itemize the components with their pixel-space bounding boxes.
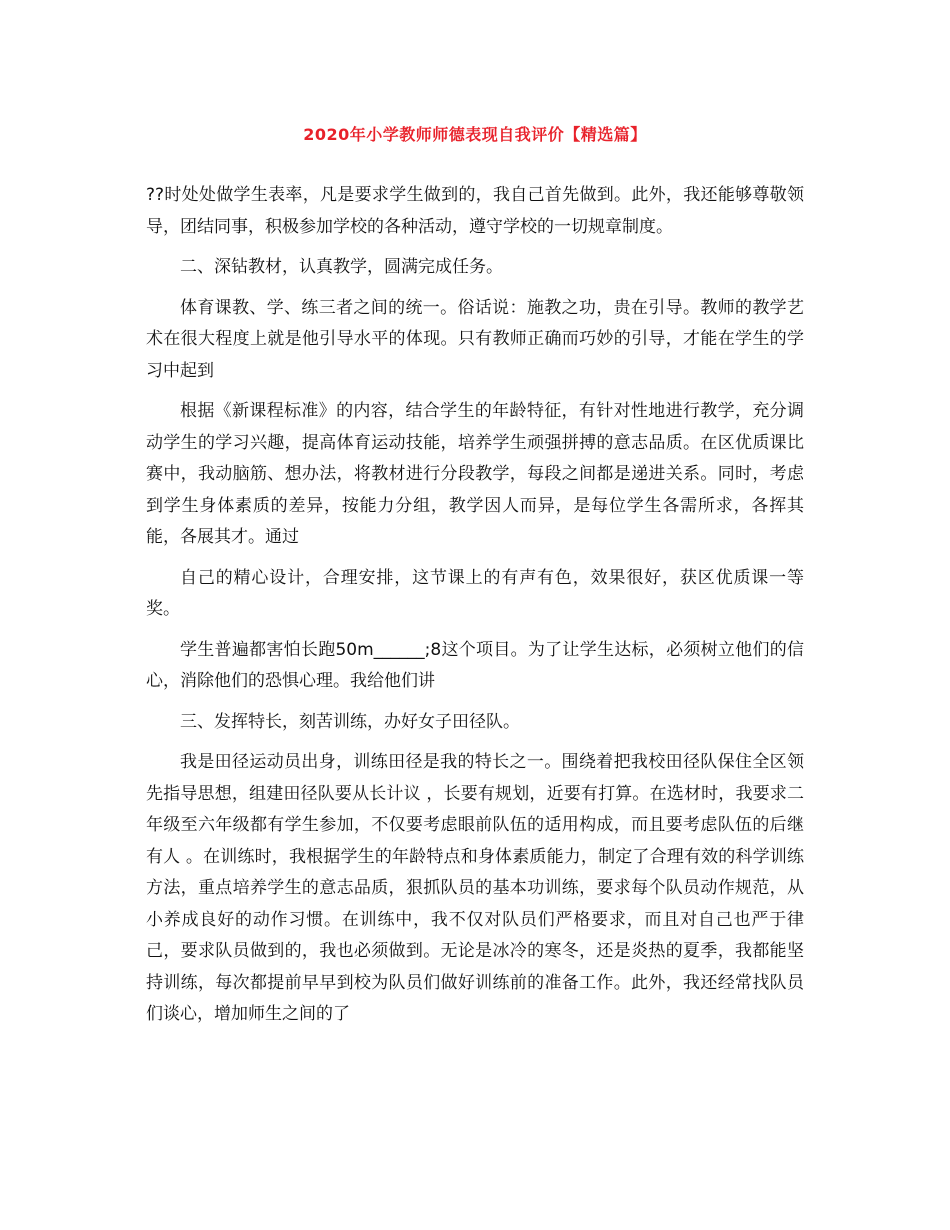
paragraph-8: 我是田径运动员出身，训练田径是我的特长之一。围绕着把我校田径队保住全区领先指导思想，组建田径队要从长计议 ，长要有规划，近要有打算。在选材时，我要求二年级至六年级都有学生参加，不仅要考虑眼前队伍的适用构成，而且要考虑队伍的后继有人 。在训练时，我根据学生的年龄特点和身体素质能力，制定了合理有效的科学训练方法，重点培养学生的意志品质，狠抓队员的基本功训练，要求每个队员动作规范，从小养成良好的动作习惯。在训练中，我不仅对队员们严格要求，而且对自己也严于律己，要求队员做到的，我也必须做到。无论是冰冷的寒冬，还是炎热的夏季，我都能坚持训练，每次都提前早早到校为队员们做好训练前的准备工作。此外，我还经常找队员们谈心，增加师生之间的了	[146, 752, 804, 1024]
paragraph-6: 学生普遍都害怕长跑50m______;8这个项目。为了让学生达标，必须树立他们的信心，消除他们的恐惧心理。我给他们讲	[146, 639, 804, 691]
document-body	[146, 180, 804, 1040]
paragraph-5: 自己的精心设计，合理安排，这节课上的有声有色，效果很好，获区优质课一等奖。	[146, 567, 804, 619]
paragraph-4: 根据《新课程标准》的内容，结合学生的年龄特征，有针对性地进行教学，充分调动学生的学习兴趣，提高体育运动技能，培养学生顽强拼搏的意志品质。在区优质课比赛中，我动脑筋、想办法，将教材进行分段教学，每段之间都是递进关系。同时，考虑到学生身体素质的差异，按能力分组，教学因人而异，是每位学生各需所求，各挥其能，各展其才。通过	[146, 401, 804, 547]
paragraph-2: 二、深钻教材，认真教学，圆满完成任务。	[180, 257, 503, 277]
document-title: 2020年小学教师师德表现自我评价【精选篇】	[303, 125, 647, 144]
paragraph-3: 体育课教、学、练三者之间的统一。俗话说：施教之功，贵在引导。教师的教学艺术在很大程度上就是他引导水平的体现。只有教师正确而巧妙的引导，才能在学生的学习中起到	[146, 297, 804, 381]
paragraph-7: 三、发挥特长，刻苦训练，办好女子田径队。	[180, 711, 520, 732]
paragraph-1: ??时处处做学生表率，凡是要求学生做到的，我自己首先做到。此外，我还能够尊敬领导，团结同事，积极参加学校的各种活动，遵守学校的一切规章制度。	[146, 185, 804, 237]
